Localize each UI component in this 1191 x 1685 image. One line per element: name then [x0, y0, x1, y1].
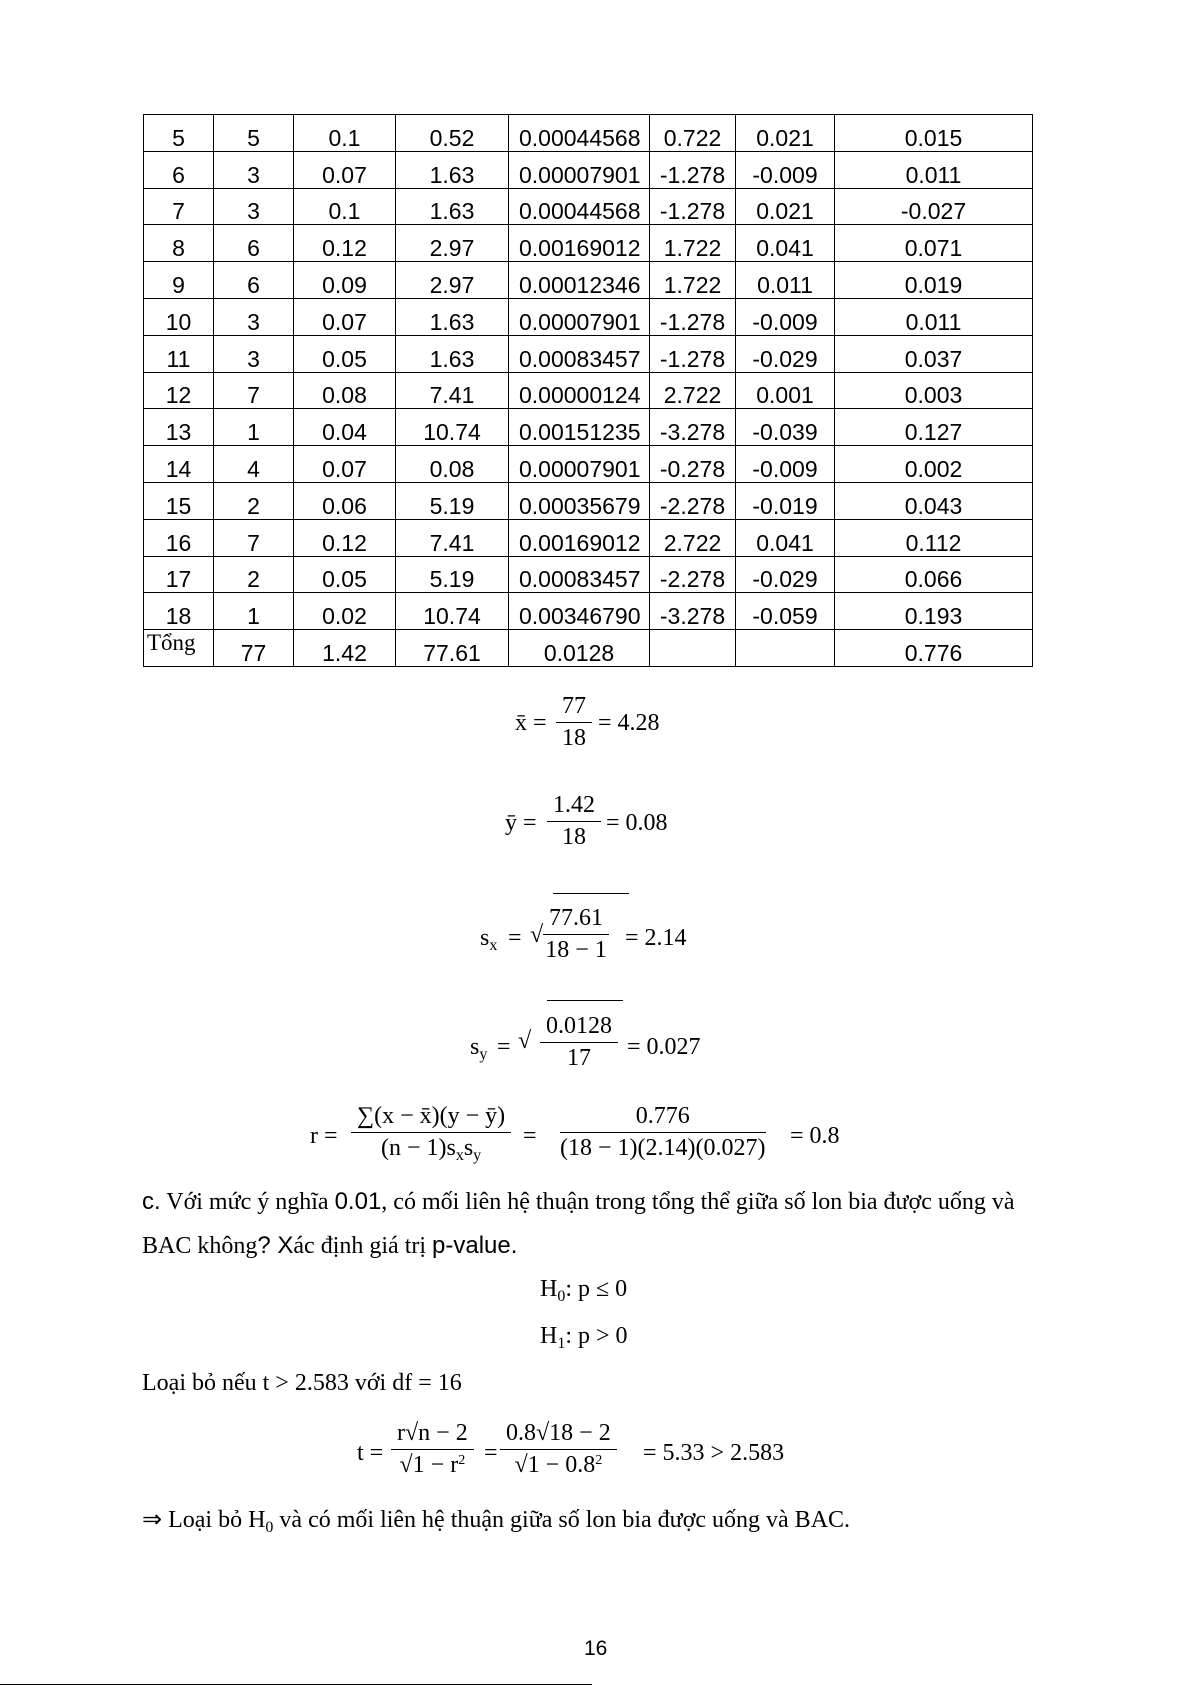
table-cell: 4 [214, 446, 294, 483]
ybar-lhs: ȳ = [505, 810, 537, 836]
r-numerator-2: 0.776 [560, 1103, 766, 1133]
table-cell: 2.97 [396, 225, 509, 262]
sx-fraction [543, 905, 609, 964]
r-lhs: r = [310, 1123, 338, 1149]
table-cell: 15 [144, 482, 214, 519]
data-table [143, 114, 1033, 667]
table-cell: -3.278 [650, 593, 736, 630]
table-cell: 0.00169012 [509, 225, 650, 262]
table-total-row [144, 630, 1033, 667]
ybar-numerator: 1.42 [547, 792, 601, 822]
sy-rhs: = 0.027 [627, 1034, 701, 1060]
table-cell: 0.011 [835, 298, 1033, 335]
xbar-numerator: 77 [556, 693, 592, 723]
table-cell: 0.001 [736, 372, 835, 409]
table-cell: -0.278 [650, 446, 736, 483]
table-row [144, 188, 1033, 225]
table-cell: 0.08 [294, 372, 396, 409]
table-cell: 6 [214, 225, 294, 262]
table-cell: -2.278 [650, 556, 736, 593]
table-row [144, 593, 1033, 630]
table-cell: 0.021 [736, 188, 835, 225]
ybar-denominator: 18 [562, 824, 586, 850]
table-cell: 0.722 [650, 115, 736, 152]
table-cell: 0.00083457 [509, 335, 650, 372]
table-cell: 0.021 [736, 115, 835, 152]
total-cell [650, 630, 736, 667]
table-cell: 0.00007901 [509, 298, 650, 335]
sqrt-icon: √ [530, 922, 544, 948]
xbar-denominator: 18 [562, 725, 586, 751]
t-denominator-1: $√1 - r^2$ [399, 1452, 466, 1478]
table-cell: -1.278 [650, 151, 736, 188]
ybar-fraction [547, 792, 601, 851]
table-cell: 0.00044568 [509, 188, 650, 225]
table-row [144, 115, 1033, 152]
table-row [144, 372, 1033, 409]
t-numerator-1: r√n − 2 [391, 1420, 474, 1450]
table-cell: 0.00151235 [509, 409, 650, 446]
sy-denominator: 17 [567, 1045, 591, 1071]
table-cell: 0.011 [835, 151, 1033, 188]
t-numerator-2: 0.8√18 − 2 [500, 1420, 617, 1450]
table-cell: 0.07 [294, 446, 396, 483]
table-cell: 0.00012346 [509, 262, 650, 299]
table-row [144, 262, 1033, 299]
table-cell: 1.63 [396, 188, 509, 225]
table-cell: 7.41 [396, 372, 509, 409]
table-cell: -1.278 [650, 188, 736, 225]
table-cell: 0.193 [835, 593, 1033, 630]
sx-lhs: $s_x$ [480, 925, 498, 954]
total-cell: 0.0128 [509, 630, 650, 667]
sy-equals: = [497, 1034, 511, 1060]
sy-numerator: 0.0128 [540, 1013, 618, 1043]
table-cell: 3 [214, 298, 294, 335]
table-row [144, 298, 1033, 335]
table-cell: 0.015 [835, 115, 1033, 152]
table-cell: -0.059 [736, 593, 835, 630]
table-cell: 5 [214, 115, 294, 152]
sy-fraction [540, 1013, 618, 1072]
r-numerator-1: ∑(x − x̄)(y − ȳ) [351, 1103, 511, 1133]
table-cell: 1.63 [396, 151, 509, 188]
table-cell: 0.00007901 [509, 151, 650, 188]
table-row [144, 556, 1033, 593]
table-cell: 0.037 [835, 335, 1033, 372]
table-cell: 0.12 [294, 225, 396, 262]
table-cell: 0.011 [736, 262, 835, 299]
table-cell: 0.05 [294, 556, 396, 593]
page-number: 16 [584, 1637, 608, 1660]
table-cell: 0.02 [294, 593, 396, 630]
table-cell: -0.029 [736, 335, 835, 372]
hypothesis-h1: $H_1$: p > 0 [540, 1323, 628, 1352]
significance-level: 0.01 [334, 1188, 382, 1215]
table-cell: -0.029 [736, 556, 835, 593]
total-cell: 77.61 [396, 630, 509, 667]
table-cell: 0.00169012 [509, 519, 650, 556]
table-cell: 10.74 [396, 409, 509, 446]
table-cell: 0.09 [294, 262, 396, 299]
table-cell: 0.12 [294, 519, 396, 556]
ybar-rhs: = 0.08 [606, 810, 668, 836]
table-cell: 0.06 [294, 482, 396, 519]
table-cell: -3.278 [650, 409, 736, 446]
table-cell: 18 [144, 593, 214, 630]
table-row [144, 446, 1033, 483]
table-cell: 2 [214, 482, 294, 519]
table-cell: -2.278 [650, 482, 736, 519]
sx-numerator: 77.61 [543, 905, 609, 935]
table-cell: 11 [144, 335, 214, 372]
table-cell: 0.002 [835, 446, 1033, 483]
table-cell: 0.00346790 [509, 593, 650, 630]
r-denominator-2: (18 − 1)(2.14)(0.027) [560, 1135, 766, 1161]
table-cell: 0.05 [294, 335, 396, 372]
table-cell: 0.1 [294, 115, 396, 152]
table-cell: 0.127 [835, 409, 1033, 446]
table-cell: 5.19 [396, 556, 509, 593]
total-cell: 0.776 [835, 630, 1033, 667]
t-rhs: = 5.33 > 2.583 [643, 1440, 785, 1466]
table-cell: 0.00007901 [509, 446, 650, 483]
table-cell: 0.019 [835, 262, 1033, 299]
table-cell: 1.722 [650, 262, 736, 299]
r-fraction-1 [351, 1103, 511, 1165]
table-cell: 3 [214, 188, 294, 225]
table-cell: 0.003 [835, 372, 1033, 409]
table-cell: 0.04 [294, 409, 396, 446]
table-cell: 1 [214, 409, 294, 446]
table-cell: -0.009 [736, 446, 835, 483]
table-cell: 2.97 [396, 262, 509, 299]
table-cell: 6 [214, 262, 294, 299]
table-cell: 12 [144, 372, 214, 409]
sx-equals: = [508, 925, 522, 951]
t-denominator-2: $√1 - 0.8^2$ [514, 1452, 603, 1478]
table-cell: 0.112 [835, 519, 1033, 556]
r-equals: = [523, 1123, 537, 1149]
sx-denominator: 18 − 1 [545, 937, 607, 963]
table-cell: 3 [214, 151, 294, 188]
table-cell: 2.722 [650, 372, 736, 409]
table-cell: -0.039 [736, 409, 835, 446]
r-fraction-2 [560, 1103, 766, 1162]
table-cell: -0.019 [736, 482, 835, 519]
question-c: c. Với mức ý nghĩa 0.01, có mối liên hệ thuận trong tổng thể giữa số lon bia được uống và BAC không? Xác định giá trị p-value. [142, 1188, 1015, 1259]
r-rhs: = 0.8 [790, 1123, 840, 1149]
table-cell: 7 [214, 372, 294, 409]
sqrt-icon: √ [518, 1028, 532, 1054]
table-cell: 10.74 [396, 593, 509, 630]
table-cell: 2 [214, 556, 294, 593]
table-cell: 0.071 [835, 225, 1033, 262]
sy-root-bar [547, 1000, 623, 1001]
xbar-rhs: = 4.28 [598, 710, 660, 736]
table-cell: 1.63 [396, 298, 509, 335]
sx-root-bar [553, 893, 629, 894]
table-cell: 0.52 [396, 115, 509, 152]
table-cell: 13 [144, 409, 214, 446]
table-cell: 10 [144, 298, 214, 335]
total-cell [736, 630, 835, 667]
table-cell: 0.07 [294, 151, 396, 188]
sy-lhs: $s_y$ [470, 1034, 488, 1063]
r-denominator-1: $(n - 1)s_xs_y$ [380, 1135, 482, 1164]
table-cell: 0.00044568 [509, 115, 650, 152]
table-cell: 16 [144, 519, 214, 556]
table-row [144, 519, 1033, 556]
table-cell: 1.63 [396, 335, 509, 372]
t-fraction-1 [391, 1420, 474, 1479]
table-cell: -1.278 [650, 298, 736, 335]
table-cell: 0.00083457 [509, 556, 650, 593]
table-row [144, 335, 1033, 372]
question-c-label: c. [142, 1188, 161, 1215]
table-cell: 0.041 [736, 225, 835, 262]
table-cell: 7 [214, 519, 294, 556]
t-fraction-2 [500, 1420, 617, 1479]
table-cell: 0.1 [294, 188, 396, 225]
table-cell: -0.009 [736, 151, 835, 188]
table-cell: -1.278 [650, 335, 736, 372]
total-cell: 1.42 [294, 630, 396, 667]
table-cell: -0.009 [736, 298, 835, 335]
conclusion: ⇒ Loại bỏ $H_0$ và có mối liên hệ thuận giữa số lon bia được uống và BAC. [142, 1507, 851, 1536]
total-cell: 77 [214, 630, 294, 667]
table-cell: 7.41 [396, 519, 509, 556]
xbar-lhs: x̄ = [515, 710, 547, 736]
table-cell: 1.722 [650, 225, 736, 262]
table-cell: 5.19 [396, 482, 509, 519]
table-cell: 14 [144, 446, 214, 483]
table-row [144, 482, 1033, 519]
table-cell: 0.00035679 [509, 482, 650, 519]
reject-rule: Loại bỏ nếu t > 2.583 với df = 16 [142, 1370, 462, 1396]
t-lhs: t = [357, 1440, 384, 1466]
table-cell: 0.08 [396, 446, 509, 483]
table-cell: 0.066 [835, 556, 1033, 593]
table-cell: 7 [144, 188, 214, 225]
table-cell: -0.027 [835, 188, 1033, 225]
hypothesis-h0: $H_0$: p ≤ 0 [540, 1276, 628, 1305]
t-equals: = [484, 1440, 498, 1466]
xbar-fraction [556, 693, 592, 752]
table-cell: 1 [214, 593, 294, 630]
table-cell: 2.722 [650, 519, 736, 556]
table-cell: 6 [144, 151, 214, 188]
table-row [144, 151, 1033, 188]
table-cell: 5 [144, 115, 214, 152]
table-cell: 0.041 [736, 519, 835, 556]
table-row [144, 409, 1033, 446]
table-cell: 0.07 [294, 298, 396, 335]
table-cell: 9 [144, 262, 214, 299]
table-cell: 0.043 [835, 482, 1033, 519]
table-row [144, 225, 1033, 262]
table-cell: 17 [144, 556, 214, 593]
table-cell: 0.00000124 [509, 372, 650, 409]
total-label: Tổng [144, 630, 214, 667]
table-cell: 8 [144, 225, 214, 262]
implies-icon: ⇒ [142, 1507, 163, 1533]
table-cell: 3 [214, 335, 294, 372]
p-value-term: p-value [432, 1232, 511, 1259]
sx-rhs: = 2.14 [625, 925, 687, 951]
